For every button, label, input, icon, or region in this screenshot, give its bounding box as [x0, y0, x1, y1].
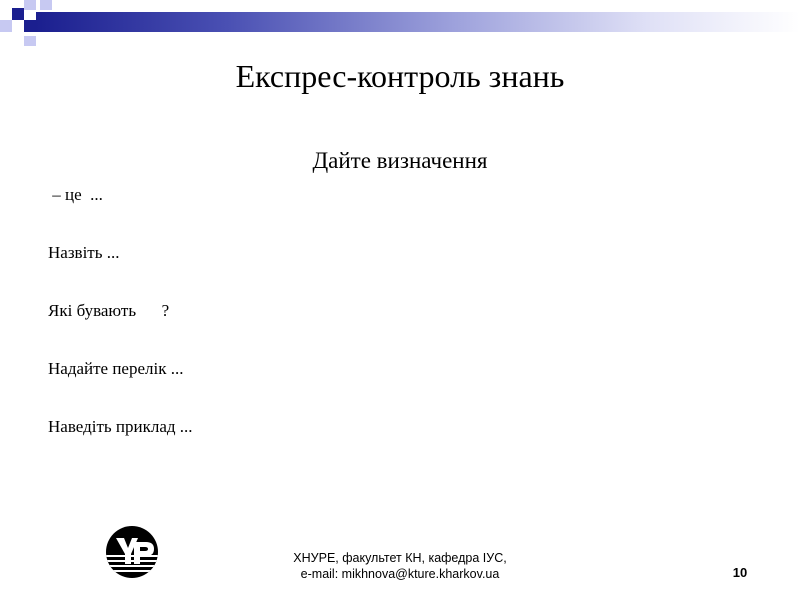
decor-square-1 — [12, 8, 24, 20]
list-item: – це ... — [48, 185, 103, 204]
list-item: Які бувають ? — [48, 301, 170, 320]
decor-square-3 — [0, 20, 12, 32]
slide-title: Експрес-контроль знань — [235, 58, 565, 94]
decor-square-5 — [24, 36, 36, 46]
decor-square-2 — [24, 0, 36, 10]
list-item: Наведіть приклад ... — [48, 417, 193, 436]
footer-line-1: ХНУРЕ, факультет КН, кафедра ІУС, — [293, 551, 507, 565]
slide-subtitle: Дайте визначення — [312, 148, 488, 173]
decor-square-6 — [40, 0, 52, 10]
footer-line-2: e-mail: mikhnova@kture.kharkov.ua — [300, 567, 500, 581]
university-logo-icon — [104, 524, 160, 580]
page-number: 10 — [732, 565, 748, 580]
decor-square-4 — [24, 20, 36, 32]
list-item: Назвіть ... — [48, 243, 120, 262]
footer-text — [220, 550, 580, 582]
list-item: Надайте перелік ... — [48, 359, 184, 378]
header-gradient-bar — [36, 12, 800, 32]
